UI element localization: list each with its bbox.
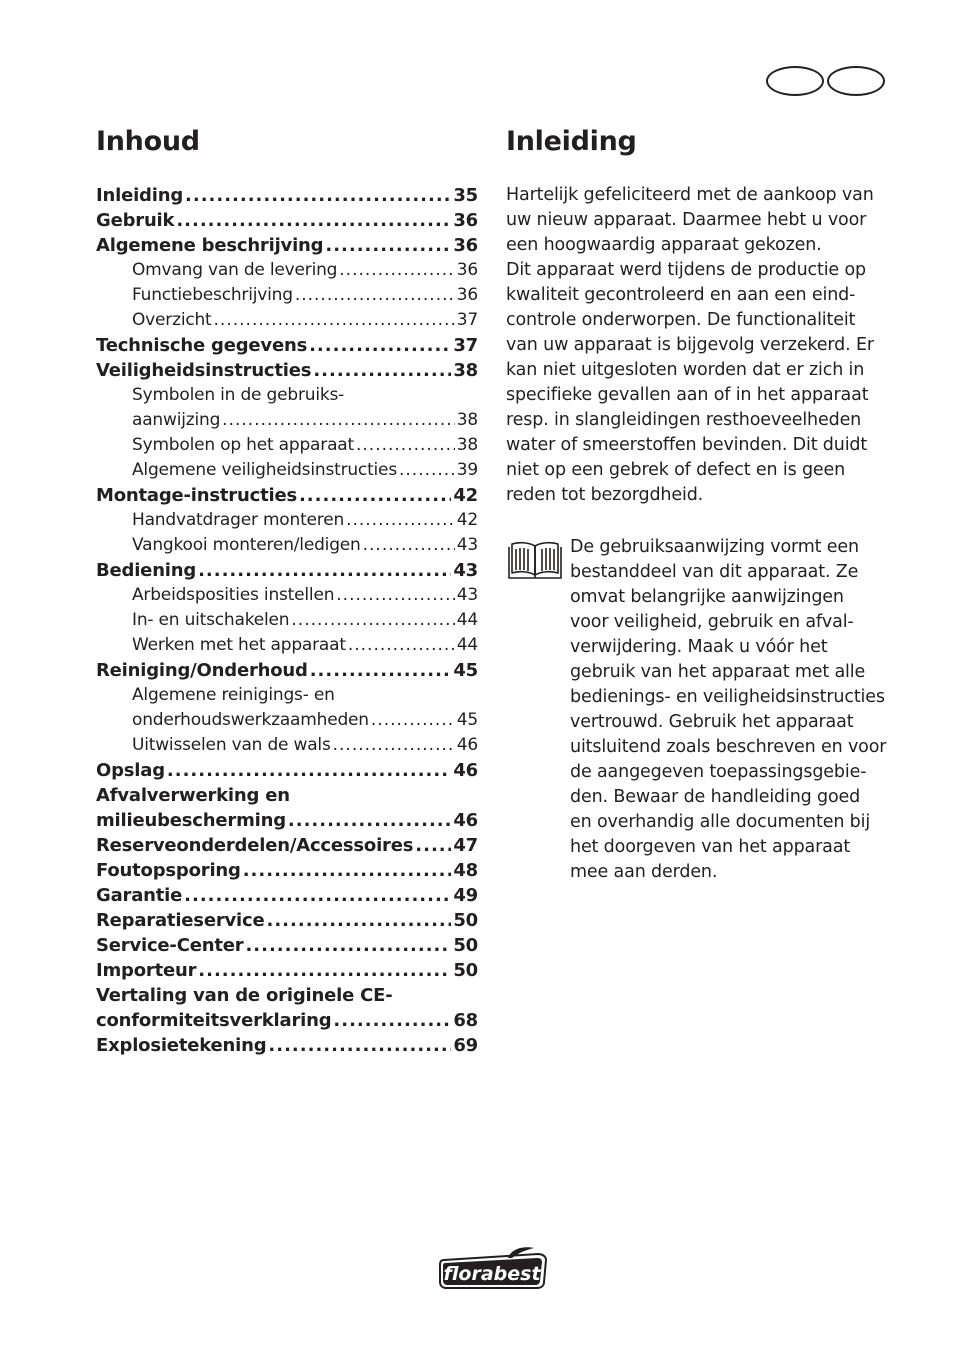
text-line: bedienings- en veiligheidsinstructies — [570, 687, 885, 707]
text-line: uw nieuw apparaat. Daarmee hebt u voor — [506, 210, 867, 230]
toc-leader-dots — [267, 908, 452, 933]
text-line: omvat belangrijke aanwijzingen — [570, 587, 844, 607]
toc-leader-dots — [176, 208, 451, 233]
toc-entry — [96, 283, 478, 308]
toc-entry — [96, 483, 478, 508]
toc-entry-title: Reserveonderdelen/Accessoires — [96, 835, 414, 856]
text-line: uitsluitend zoals beschreven en voor — [570, 737, 887, 757]
toc-leader-dots — [363, 533, 455, 558]
toc-leader-dots — [325, 233, 451, 258]
toc-entry-title: Werken met het apparaat — [132, 635, 346, 655]
text-line: een hoogwaardig apparaat gekozen. — [506, 235, 822, 255]
toc-entry-page: 35 — [453, 185, 478, 206]
toc-entry — [96, 408, 478, 433]
toc-entry — [96, 308, 478, 333]
language-badge — [766, 66, 824, 96]
toc-entry-title: Uitwisselen van de wals — [132, 735, 331, 755]
manual-note-text — [570, 535, 896, 885]
toc-entry-page: 46 — [456, 735, 478, 755]
toc-entry-title: Opslag — [96, 760, 165, 781]
toc-entry-title: Veiligheidsinstructies — [96, 360, 312, 381]
toc-leader-dots — [185, 183, 451, 208]
toc-entry — [96, 633, 478, 658]
toc-leader-dots — [243, 858, 452, 883]
logo-text: florabest — [443, 1263, 541, 1285]
toc-entry-title: Importeur — [96, 960, 197, 981]
toc-entry-title: Technische gegevens — [96, 335, 308, 356]
toc-leader-dots — [339, 258, 454, 283]
toc-entry-title: milieubescherming — [96, 810, 286, 831]
toc-entry — [96, 1008, 478, 1033]
text-line: De gebruiksaanwijzing vormt een — [570, 537, 859, 557]
text-line: kwaliteit gecontroleerd en aan een eind- — [506, 285, 856, 305]
toc-entry — [96, 808, 478, 833]
toc-leader-dots — [415, 833, 451, 858]
toc-entry — [96, 208, 478, 233]
toc-entry-title: Functiebeschrijving — [132, 285, 293, 305]
table-of-contents — [96, 183, 478, 1058]
toc-entry-title: Arbeidsposities instellen — [132, 585, 335, 605]
toc-leader-dots — [288, 808, 451, 833]
toc-heading: Inhoud — [96, 126, 200, 157]
toc-entry — [96, 833, 478, 858]
toc-leader-dots — [333, 733, 455, 758]
toc-entry — [96, 558, 478, 583]
toc-entry — [96, 883, 478, 908]
toc-leader-dots — [291, 608, 454, 633]
text-line: den. Bewaar de handleiding goed — [570, 787, 861, 807]
toc-entry — [96, 658, 478, 683]
toc-entry — [96, 858, 478, 883]
toc-leader-dots — [309, 333, 451, 358]
toc-entry-page: 69 — [453, 1035, 478, 1056]
toc-leader-dots — [346, 508, 455, 533]
toc-leader-dots — [268, 1033, 451, 1058]
toc-entry-page: 45 — [456, 710, 478, 730]
toc-entry-page: 36 — [456, 285, 478, 305]
text-line: de aangegeven toepassingsgebie- — [570, 762, 867, 782]
toc-entry — [96, 683, 478, 708]
toc-entry-page: 47 — [453, 835, 478, 856]
text-line: water of smeerstoffen bevinden. Dit duidt — [506, 435, 868, 455]
toc-entry-page: 46 — [453, 810, 478, 831]
toc-entry-page: 44 — [456, 610, 478, 630]
toc-entry — [96, 983, 478, 1008]
toc-entry-title: Afvalverwerking en — [96, 785, 290, 806]
language-badges — [766, 66, 888, 96]
toc-entry-page: 42 — [453, 485, 478, 506]
text-line: mee aan derden. — [570, 862, 718, 882]
toc-entry — [96, 583, 478, 608]
text-line: voor veiligheid, gebruik en afval- — [570, 612, 854, 632]
toc-entry-page: 50 — [453, 910, 478, 931]
text-line: verwijdering. Maak u vóór het — [570, 637, 828, 657]
toc-leader-dots — [245, 933, 451, 958]
text-line: Hartelijk gefeliciteerd met de aankoop van — [506, 185, 874, 205]
intro-paragraph — [506, 183, 896, 508]
toc-entry-page: 37 — [453, 335, 478, 356]
toc-entry-page: 38 — [453, 360, 478, 381]
toc-entry-title: Handvatdrager monteren — [132, 510, 345, 530]
toc-entry — [96, 383, 478, 408]
toc-entry — [96, 958, 478, 983]
toc-entry-page: 49 — [453, 885, 478, 906]
toc-entry-page: 36 — [453, 235, 478, 256]
toc-leader-dots — [198, 958, 451, 983]
toc-entry-title: Algemene beschrijving — [96, 235, 324, 256]
text-line: resp. in slangleidingen resthoeveelheden — [506, 410, 862, 430]
toc-entry-page: 38 — [456, 410, 478, 430]
text-line: vertrouwd. Gebruik het apparaat — [570, 712, 854, 732]
toc-entry-page: 42 — [456, 510, 478, 530]
toc-entry — [96, 183, 478, 208]
toc-entry-page: 44 — [456, 635, 478, 655]
text-line: bestanddeel van dit apparaat. Ze — [570, 562, 859, 582]
toc-leader-dots — [313, 358, 451, 383]
toc-entry-page: 39 — [456, 460, 478, 480]
toc-entry-title: conformiteitsverklaring — [96, 1010, 332, 1031]
toc-leader-dots — [336, 583, 454, 608]
toc-entry — [96, 1033, 478, 1058]
toc-entry-title: Montage-instructies — [96, 485, 297, 506]
toc-entry-title: Gebruik — [96, 210, 175, 231]
toc-entry-title: Bediening — [96, 560, 197, 581]
toc-entry-title: Symbolen in de gebruiks- — [132, 385, 345, 405]
toc-leader-dots — [222, 408, 455, 433]
text-line: en overhandig alle documenten bij — [570, 812, 871, 832]
toc-entry-title: Algemene reinigings- en — [132, 685, 335, 705]
toc-entry — [96, 533, 478, 558]
toc-entry-title: Vangkooi monteren/ledigen — [132, 535, 361, 555]
toc-entry-page: 36 — [453, 210, 478, 231]
toc-entry-page: 37 — [456, 310, 478, 330]
toc-entry-title: Vertaling van de originele CE- — [96, 985, 393, 1006]
toc-entry-title: Service-Center — [96, 935, 244, 956]
text-line: het doorgeven van het apparaat — [570, 837, 851, 857]
text-line: specifieke gevallen aan of in het apparaat — [506, 385, 869, 405]
toc-entry-title: aanwijzing — [132, 410, 221, 430]
toc-entry-title: Foutopsporing — [96, 860, 241, 881]
florabest-logo — [438, 1246, 550, 1290]
toc-entry — [96, 458, 478, 483]
text-line: Dit apparaat werd tijdens de productie op — [506, 260, 866, 280]
toc-entry — [96, 908, 478, 933]
toc-entry-title: Symbolen op het apparaat — [132, 435, 354, 455]
open-book-icon — [508, 540, 562, 580]
toc-leader-dots — [310, 658, 452, 683]
toc-entry-title: onderhoudswerkzaamheden — [132, 710, 369, 730]
text-line: reden tot bezorgdheid. — [506, 485, 704, 505]
language-badge — [827, 66, 885, 96]
toc-entry — [96, 333, 478, 358]
toc-entry-page: 43 — [456, 535, 478, 555]
toc-entry-page: 43 — [453, 560, 478, 581]
toc-entry-page: 50 — [453, 935, 478, 956]
toc-entry-page: 48 — [453, 860, 478, 881]
toc-entry-title: In- en uitschakelen — [132, 610, 290, 630]
text-line: van uw apparaat is bijgevolg verzekerd. Er — [506, 335, 874, 355]
toc-entry-title: Inleiding — [96, 185, 184, 206]
toc-entry-title: Reiniging/Onderhoud — [96, 660, 308, 681]
toc-entry — [96, 433, 478, 458]
toc-leader-dots — [184, 883, 451, 908]
toc-entry-page: 43 — [456, 585, 478, 605]
toc-leader-dots — [333, 1008, 451, 1033]
toc-entry — [96, 258, 478, 283]
toc-leader-dots — [348, 633, 455, 658]
toc-entry-page: 50 — [453, 960, 478, 981]
toc-entry-title: Omvang van de levering — [132, 260, 338, 280]
toc-leader-dots — [399, 458, 455, 483]
toc-entry-title: Algemene veiligheidsinstructies — [132, 460, 397, 480]
toc-entry — [96, 708, 478, 733]
toc-entry-page: 45 — [453, 660, 478, 681]
toc-entry — [96, 783, 478, 808]
toc-leader-dots — [356, 433, 455, 458]
toc-entry-title: Explosietekening — [96, 1035, 267, 1056]
toc-entry-title: Reparatieservice — [96, 910, 265, 931]
toc-leader-dots — [295, 283, 455, 308]
toc-entry-page: 46 — [453, 760, 478, 781]
toc-entry — [96, 758, 478, 783]
toc-entry-title: Overzicht — [132, 310, 212, 330]
text-line: gebruik van het apparaat met alle — [570, 662, 866, 682]
toc-entry — [96, 358, 478, 383]
toc-leader-dots — [371, 708, 455, 733]
text-line: controle onderworpen. De functionaliteit — [506, 310, 856, 330]
toc-entry-page: 68 — [453, 1010, 478, 1031]
toc-entry — [96, 233, 478, 258]
text-line: kan niet uitgesloten worden dat er zich in — [506, 360, 865, 380]
toc-leader-dots — [167, 758, 451, 783]
toc-leader-dots — [214, 308, 455, 333]
toc-entry-page: 36 — [456, 260, 478, 280]
toc-entry — [96, 733, 478, 758]
toc-entry-title: Garantie — [96, 885, 183, 906]
intro-heading: Inleiding — [506, 126, 637, 157]
toc-leader-dots — [299, 483, 451, 508]
toc-entry — [96, 933, 478, 958]
text-line: niet op een gebrek of defect en is geen — [506, 460, 846, 480]
toc-entry-page: 38 — [456, 435, 478, 455]
toc-entry — [96, 608, 478, 633]
toc-entry — [96, 508, 478, 533]
toc-leader-dots — [198, 558, 451, 583]
